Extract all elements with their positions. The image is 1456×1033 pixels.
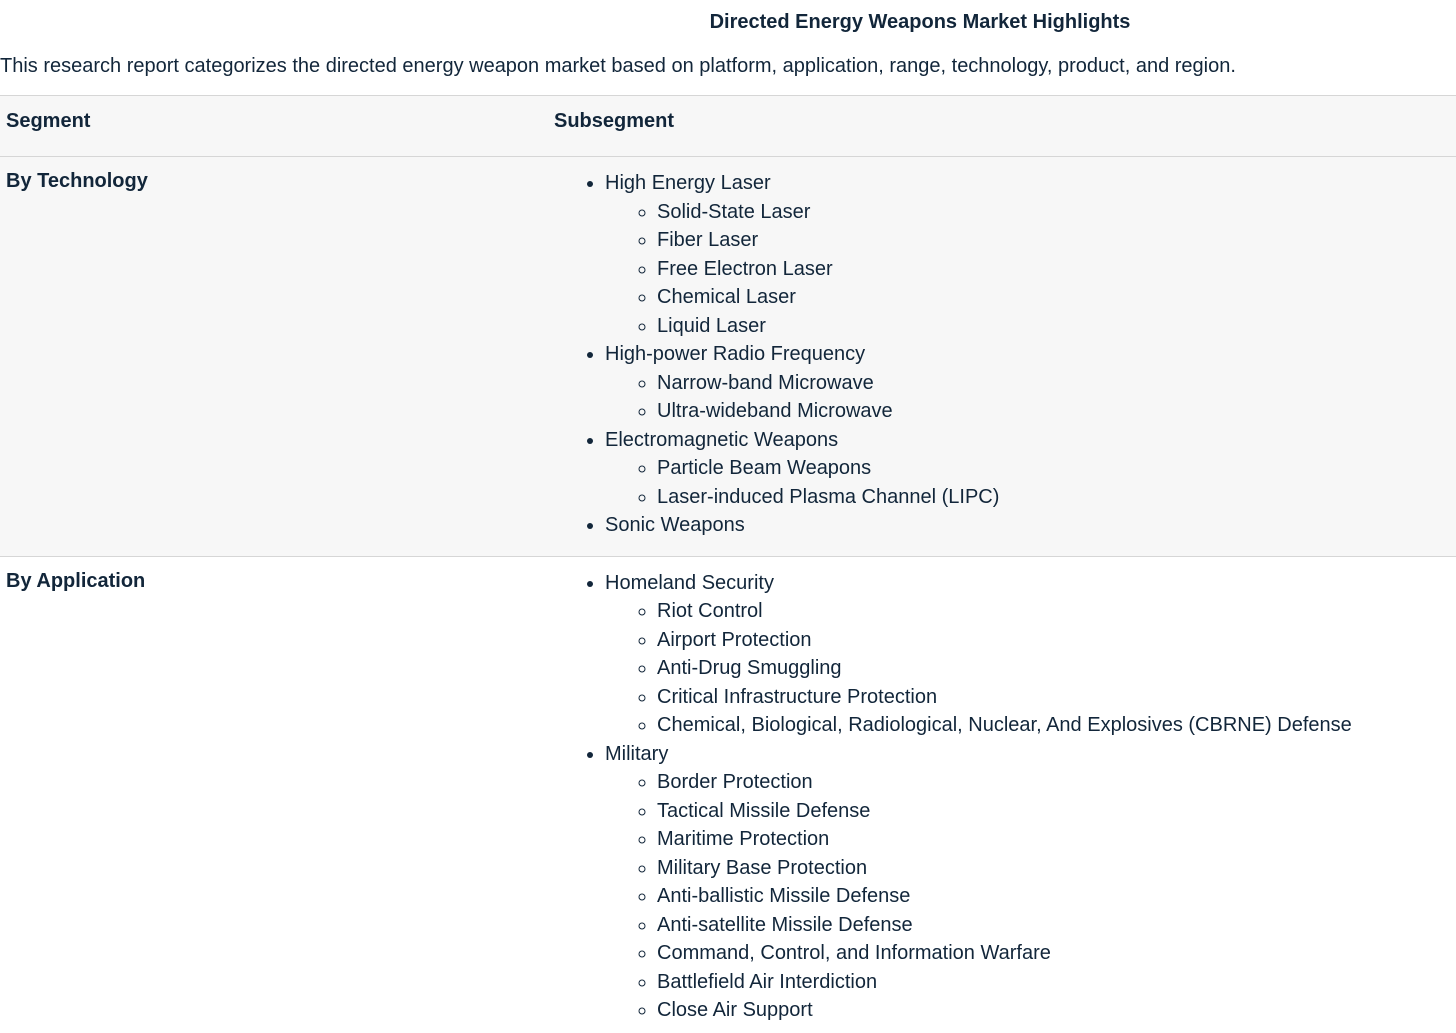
sub-list-item: [657, 654, 1456, 683]
sub-list-item: [657, 454, 1456, 483]
list-item: [605, 169, 1456, 340]
sub-list-item-label: Anti-Drug Smuggling: [657, 657, 842, 679]
page-title: Directed Energy Weapons Market Highlights: [709, 11, 1131, 33]
sub-list-item-label: Critical Infrastructure Protection: [657, 685, 938, 708]
subsegment-column-header: Subsegment: [548, 96, 1456, 157]
list-item: [605, 569, 1456, 740]
sub-list-item-label: Chemical, Biological, Radiological, Nuclear, And Explosives (CBRNE) Defense: [657, 714, 1352, 736]
sub-list: [605, 369, 1456, 426]
sub-list-item: [657, 312, 1456, 341]
subsegment-cell: [548, 556, 1456, 1033]
sub-list-item-label: Chemical Laser: [657, 286, 796, 308]
sub-list-item-label: Fiber Laser: [657, 229, 759, 251]
sub-list-item: [657, 483, 1456, 512]
segment-cell: By Technology: [0, 157, 548, 557]
table-header-row: [0, 96, 1456, 157]
list-item: [605, 740, 1456, 1025]
sub-list: [605, 198, 1456, 341]
sub-list-item: [657, 397, 1456, 426]
sub-list-item-label: Border Protection: [657, 771, 813, 793]
sub-list-item: [657, 854, 1456, 883]
sub-list-item-label: Battlefield Air Interdiction: [657, 970, 878, 993]
sub-list-item: [657, 683, 1456, 712]
subsegment-list: [548, 569, 1456, 1025]
table-row: [0, 556, 1456, 1033]
sub-list-item: [657, 369, 1456, 398]
list-item: [605, 340, 1456, 426]
sub-list-item: [657, 939, 1456, 968]
list-item-label: Military: [605, 742, 669, 765]
table-row: [0, 157, 1456, 557]
segment-cell: By Application: [0, 556, 548, 1033]
segment-column-header: Segment: [0, 96, 548, 157]
sub-list: [605, 768, 1456, 1025]
sub-list-item-label: Airport Protection: [657, 628, 812, 651]
sub-list-item: [657, 882, 1456, 911]
sub-list-item-label: Solid-State Laser: [657, 200, 811, 223]
sub-list-item: [657, 597, 1456, 626]
subsegment-list: [548, 169, 1456, 540]
sub-list-item: [657, 768, 1456, 797]
sub-list-item-label: Maritime Protection: [657, 828, 830, 850]
list-item: [605, 426, 1456, 512]
table-body: [0, 157, 1456, 1033]
list-item-label: Homeland Security: [605, 571, 774, 594]
sub-list-item-label: Anti-satellite Missile Defense: [657, 913, 913, 936]
sub-list-item: [657, 198, 1456, 227]
sub-list-item-label: Tactical Missile Defense: [657, 799, 871, 822]
sub-list-item-label: Command, Control, and Information Warfare: [657, 942, 1051, 964]
sub-list-item-label: Narrow-band Microwave: [657, 371, 874, 394]
list-item-label: High Energy Laser: [605, 172, 771, 194]
sub-list-item: [657, 255, 1456, 284]
subsegment-cell: [548, 157, 1456, 557]
sub-list: [605, 597, 1456, 740]
sub-list: [605, 454, 1456, 511]
list-item-label: High-power Radio Frequency: [605, 343, 866, 365]
sub-list-item: [657, 797, 1456, 826]
sub-list-item: [657, 226, 1456, 255]
sub-list-item-label: Close Air Support: [657, 999, 813, 1021]
list-item-label: Sonic Weapons: [605, 514, 745, 536]
sub-list-item: [657, 968, 1456, 997]
sub-list-item-label: Ultra-wideband Microwave: [657, 400, 893, 422]
segment-table: [0, 95, 1456, 1033]
sub-list-item-label: Riot Control: [657, 600, 763, 622]
list-item: [605, 511, 1456, 540]
sub-list-item: [657, 996, 1456, 1025]
list-item-label: Electromagnetic Weapons: [605, 428, 839, 451]
sub-list-item: [657, 825, 1456, 854]
sub-list-item-label: Particle Beam Weapons: [657, 457, 872, 479]
intro-paragraph: This research report categorizes the directed energy weapon market based on platform, application, range, technology, product, and region.: [0, 55, 1236, 77]
sub-list-item-label: Free Electron Laser: [657, 257, 833, 280]
sub-list-item: [657, 911, 1456, 940]
sub-list-item-label: Anti-ballistic Missile Defense: [657, 885, 911, 907]
sub-list-item: [657, 626, 1456, 655]
sub-list-item-label: Liquid Laser: [657, 314, 766, 337]
sub-list-item-label: Military Base Protection: [657, 856, 868, 879]
sub-list-item: [657, 283, 1456, 312]
sub-list-item-label: Laser-induced Plasma Channel (LIPC): [657, 485, 1000, 508]
sub-list-item: [657, 711, 1456, 740]
